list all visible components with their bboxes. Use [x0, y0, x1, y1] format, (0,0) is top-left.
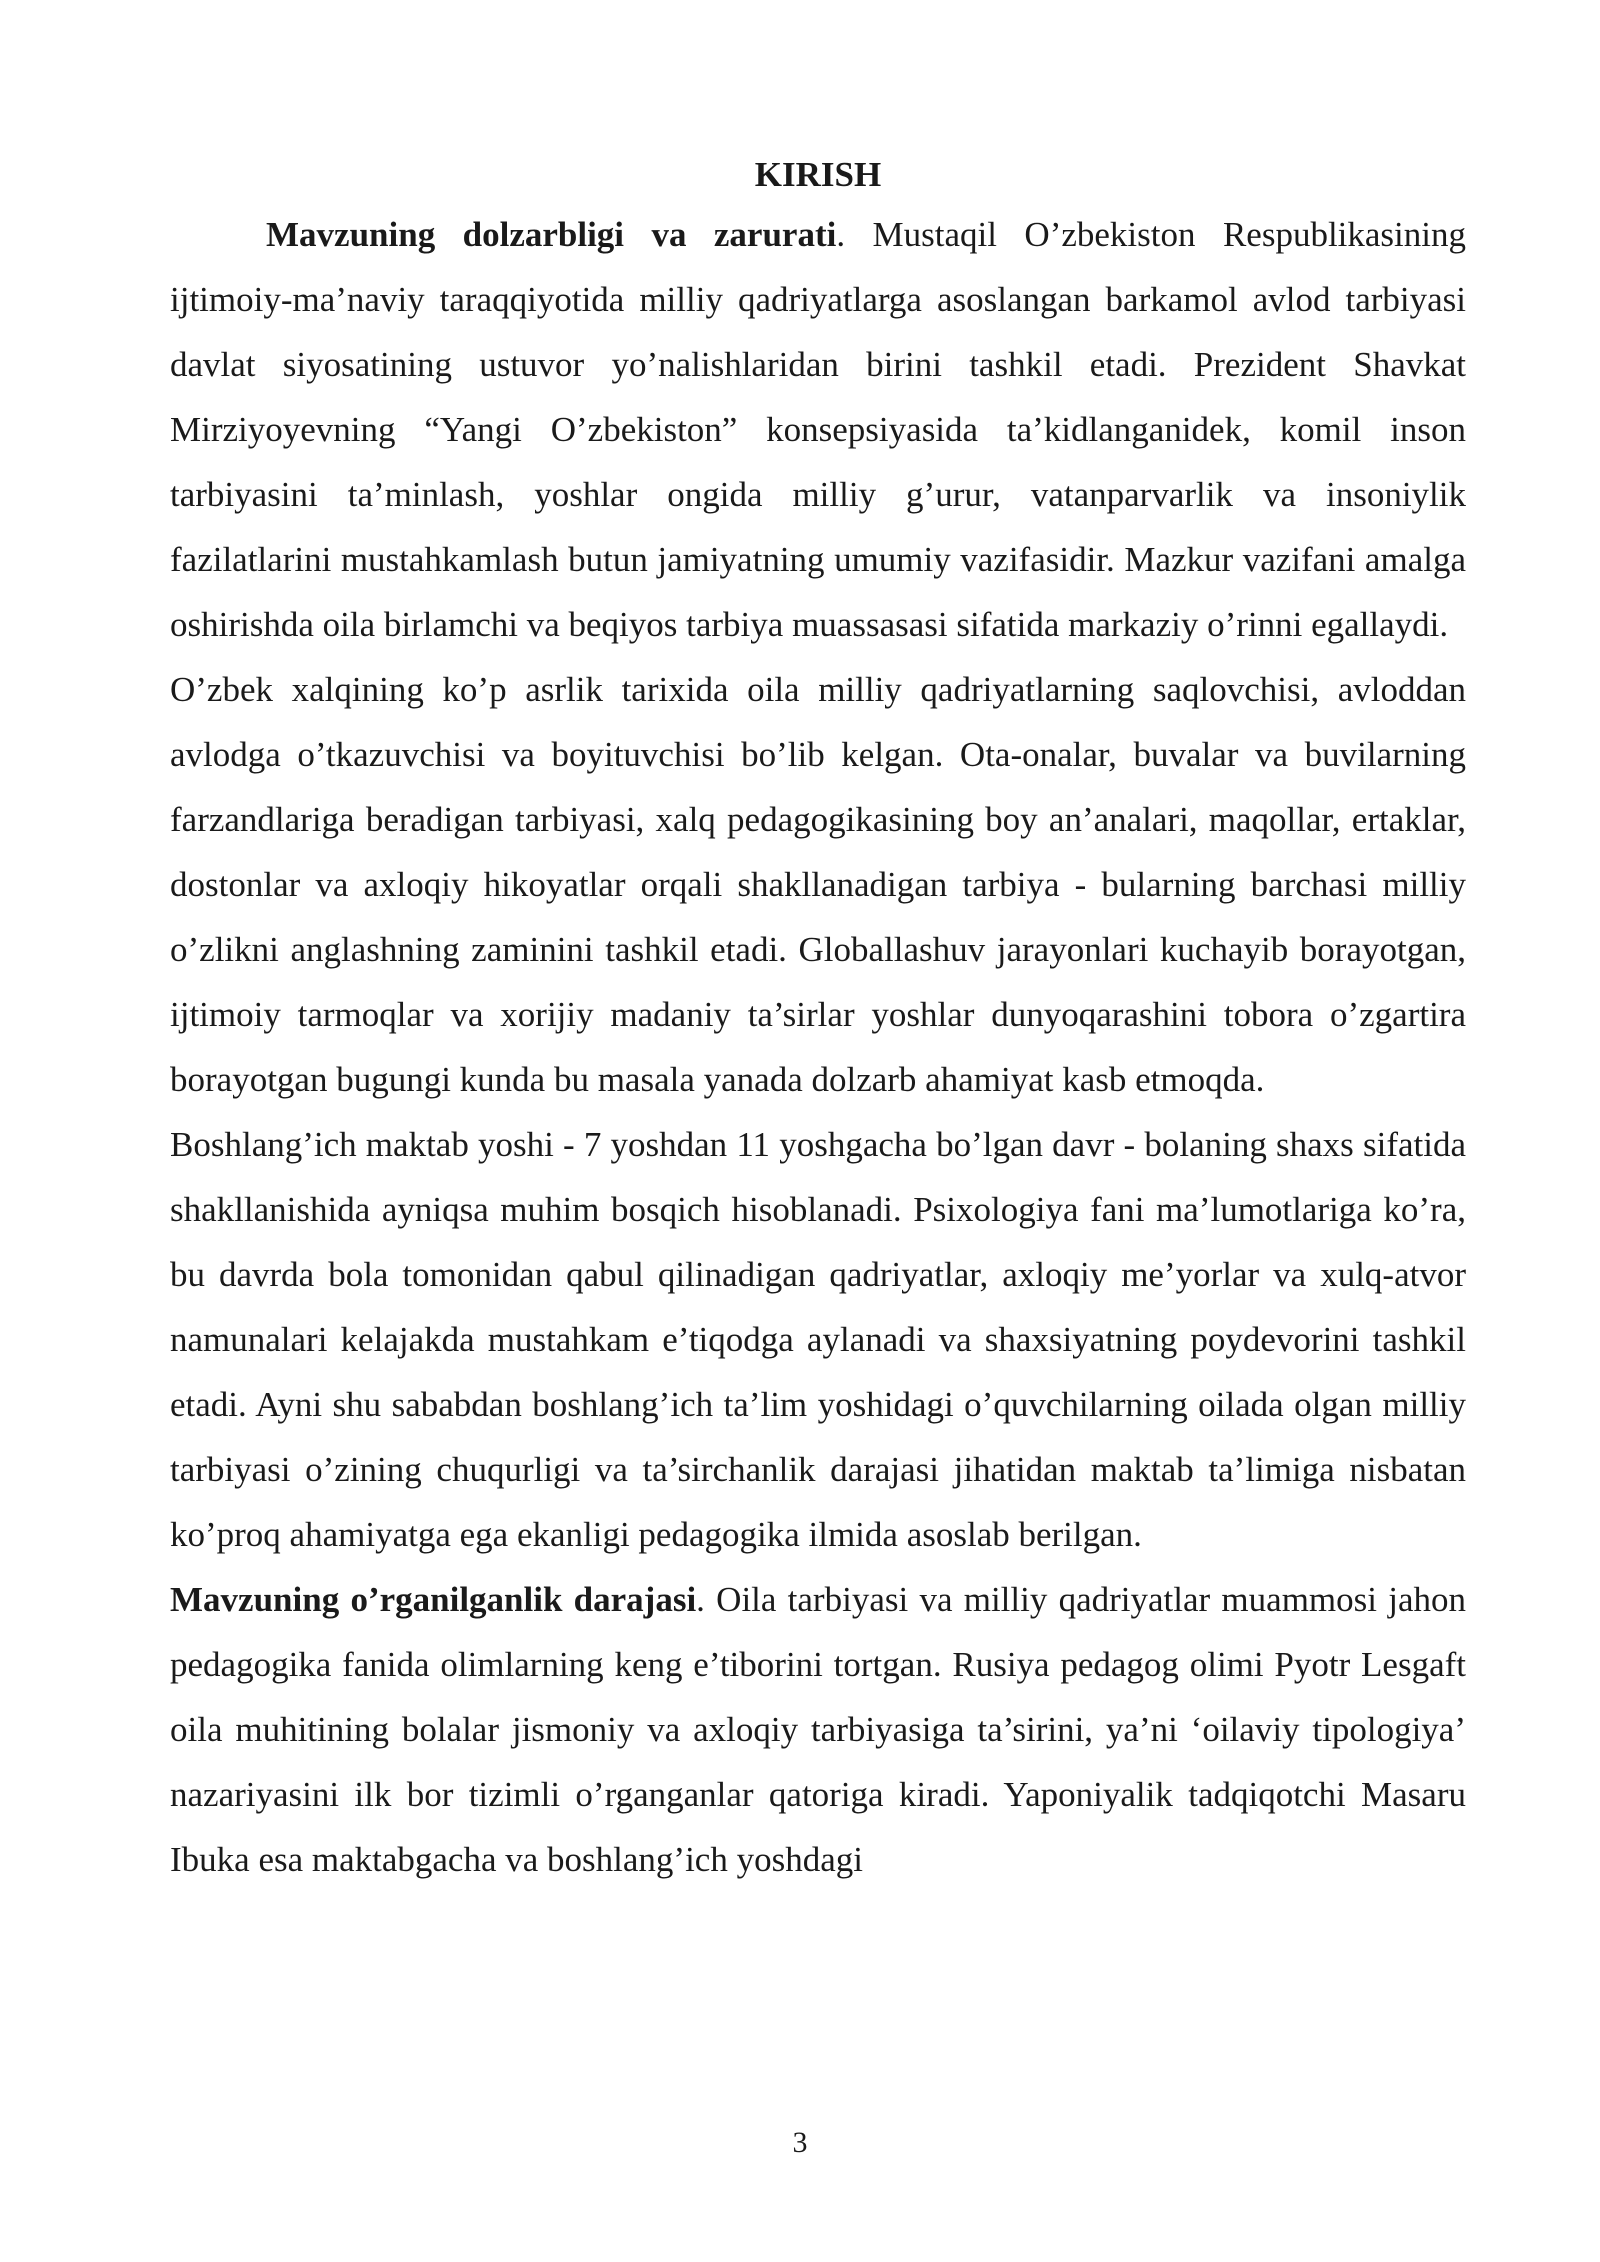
paragraph-text: . Oila tarbiyasi va milliy qadriyatlar muammosi jahon pedagogika fanida olimlarning keng e’tiborini tortgan. Rusiya pedagog olimi Pyotr Lesgaft oila muhitining bolalar jismoniy va axloqiy tarbiyasiga ta’sirini, ya’ni ‘oilaviy tipologiya’ nazariyasini ilk bor tizimli o’rganganlar qatoriga kiradi. Yaponiyalik tadqiqotchi Masaru Ibuka esa maktabgacha va boshlang’ich yoshdagi	[170, 1580, 1466, 1879]
paragraph-lead: Mavzuning dolzarbligi va zarurati	[266, 215, 837, 254]
paragraph-primary-school-age	[170, 1112, 1466, 1567]
paragraph-relevance	[170, 202, 1466, 657]
paragraph-history	[170, 657, 1466, 1112]
paragraph-study-level	[170, 1567, 1466, 1892]
document-body	[170, 148, 1466, 1892]
paragraph-text: O’zbek xalqining ko’p asrlik tarixida oila milliy qadriyatlarning saqlovchisi, avloddan avlodga o’tkazuvchisi va boyituvchisi bo’lib kelgan. Ota-onalar, buvalar va buvilarning farzandlariga beradigan tarbiyasi, xalq pedagogikasining boy an’analari, maqollar, ertaklar, dostonlar va axloqiy hikoyatlar orqali shakllanadigan tarbiya - bularning barchasi milliy o’zlikni anglashning zaminini tashkil etadi. Globallashuv jarayonlari kuchayib borayotgan, ijtimoiy tarmoqlar va xorijiy madaniy ta’sirlar yoshlar dunyoqarashini tobora o’zgartira borayotgan bugungi kunda bu masala yanada dolzarb ahamiyat kasb etmoqda.	[170, 670, 1466, 1099]
paragraph-lead: Mavzuning o’rganilganlik darajasi	[170, 1580, 697, 1619]
page-number: 3	[792, 2126, 808, 2159]
section-heading: KIRISH	[754, 155, 882, 194]
paragraph-text: Boshlang’ich maktab yoshi - 7 yoshdan 11 yoshgacha bo’lgan davr - bolaning shaxs sifatida shakllanishida ayniqsa muhim bosqich hisoblanadi. Psixologiya fani ma’lumotlariga ko’ra, bu davrda bola tomonidan qabul qilinadigan qadriyatlar, axloqiy me’yorlar va xulq-atvor namunalari kelajakda mustahkam e’tiqodga aylanadi va shaxsiyatning poydevorini tashkil etadi. Ayni shu sababdan boshlang’ich ta’lim yoshidagi o’quvchilarning oilada olgan milliy tarbiyasi o’zining chuqurligi va ta’sirchanlik darajasi jihatidan maktab ta’limiga nisbatan ko’proq ahamiyatga ega ekanligi pedagogika ilmida asoslab berilgan.	[170, 1125, 1466, 1554]
paragraph-text: . Mustaqil O’zbekiston Respublikasining ijtimoiy-ma’naviy taraqqiyotida milliy qadriyatlarga asoslangan barkamol avlod tarbiyasi davlat siyosatining ustuvor yo’nalishlaridan birini tashkil etadi. Prezident Shavkat Mirziyoyevning “Yangi O’zbekiston” konsepsiyasida ta’kidlanganidek, komil inson tarbiyasini ta’minlash, yoshlar ongida milliy g’urur, vatanparvarlik va insoniylik fazilatlarini mustahkamlash butun jamiyatning umumiy vazifasidir. Mazkur vazifani amalga oshirishda oila birlamchi va beqiyos tarbiya muassasasi sifatida markaziy o’rinni egallaydi.	[170, 215, 1466, 644]
